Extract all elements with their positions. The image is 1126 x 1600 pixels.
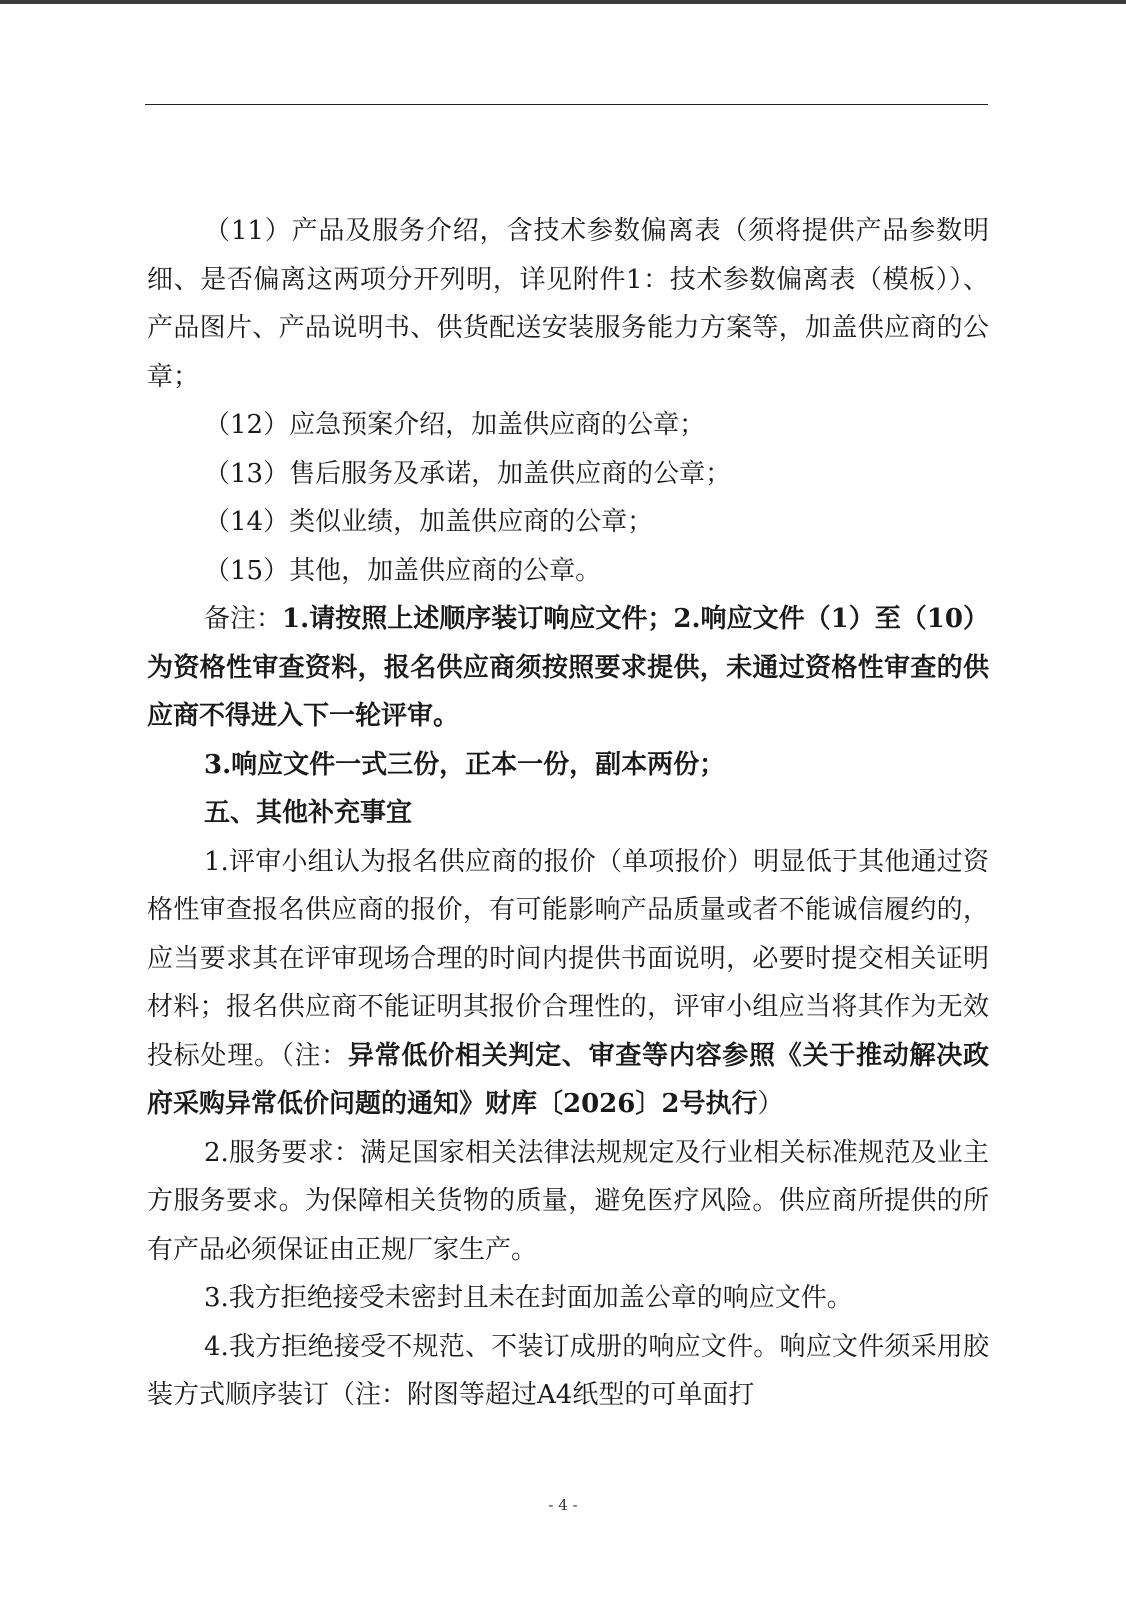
header-rule <box>145 104 988 105</box>
paragraph-item-13: （13）售后服务及承诺，加盖供应商的公章； <box>204 458 732 489</box>
remarks-paragraph <box>147 595 989 741</box>
remarks-bold-text: 1.请按照上述顺序装订响应文件；2.响应文件（1）至（10）为资格性审查资料，报名供应商须按照要求提供，未通过资格性审查的供应商不得进入下一轮评审。 <box>147 604 989 731</box>
section5-item-1-bold: 异常低价相关判定、审查等内容参照《关于推动解决政府采购异常低价问题的通知》财库〔2026〕2号执行 <box>147 1040 989 1119</box>
section5-item-2: 2.服务要求：满足国家相关法律法规规定及行业相关标准规范及业主方服务要求。为保障相关货物的质量，避免医疗风险。供应商所提供的所有产品必须保证由正规厂家生产。 <box>147 1137 989 1265</box>
section5-item-4: 4.我方拒绝接受不规范、不装订成册的响应文件。响应文件须采用胶装方式顺序装订（注：附图等超过A4纸型的可单面打 <box>147 1331 989 1410</box>
section5-item-3: 3.我方拒绝接受未密封且未在封面加盖公章的响应文件。 <box>204 1283 853 1313</box>
scan-edge <box>0 0 1126 4</box>
paragraph-item-11: （11）产品及服务介绍，含技术参数偏离表（须将提供产品参数明细、是否偏离这两项分开列明，详见附件1：技术参数偏离表（模板））、产品图片、产品说明书、供货配送安装服务能力方案等，加盖供应商的公章； <box>147 216 989 392</box>
document-body <box>147 207 989 1420</box>
remarks-label: 备注： <box>204 604 283 634</box>
remarks-copies: 3.响应文件一式三份，正本一份，副本两份； <box>204 749 726 780</box>
paragraph-item-12: （12）应急预案介绍，加盖供应商的公章； <box>204 410 706 440</box>
section5-item-1 <box>147 838 989 1129</box>
paragraph-item-14: （14）类似业绩，加盖供应商的公章； <box>204 507 654 537</box>
section-heading-5: 五、其他补充事宜 <box>204 798 413 828</box>
paragraph-item-15: （15）其他，加盖供应商的公章。 <box>204 555 602 586</box>
section5-item-1-text: 1.评审小组认为报名供应商的报价（单项报价）明显低于其他通过资格性审查报名供应商的报价，有可能影响产品质量或者不能诚信履约的，应当要求其在评审现场合理的时间内提供书面说明，必要时提交相关证明材料；报名供应商不能证明其报价合理性的，评审小组应当将其作为无效投标处理。（注： <box>147 846 989 1071</box>
section5-item-1-end: ） <box>757 1089 784 1119</box>
page-number: - 4 - <box>548 1496 578 1514</box>
